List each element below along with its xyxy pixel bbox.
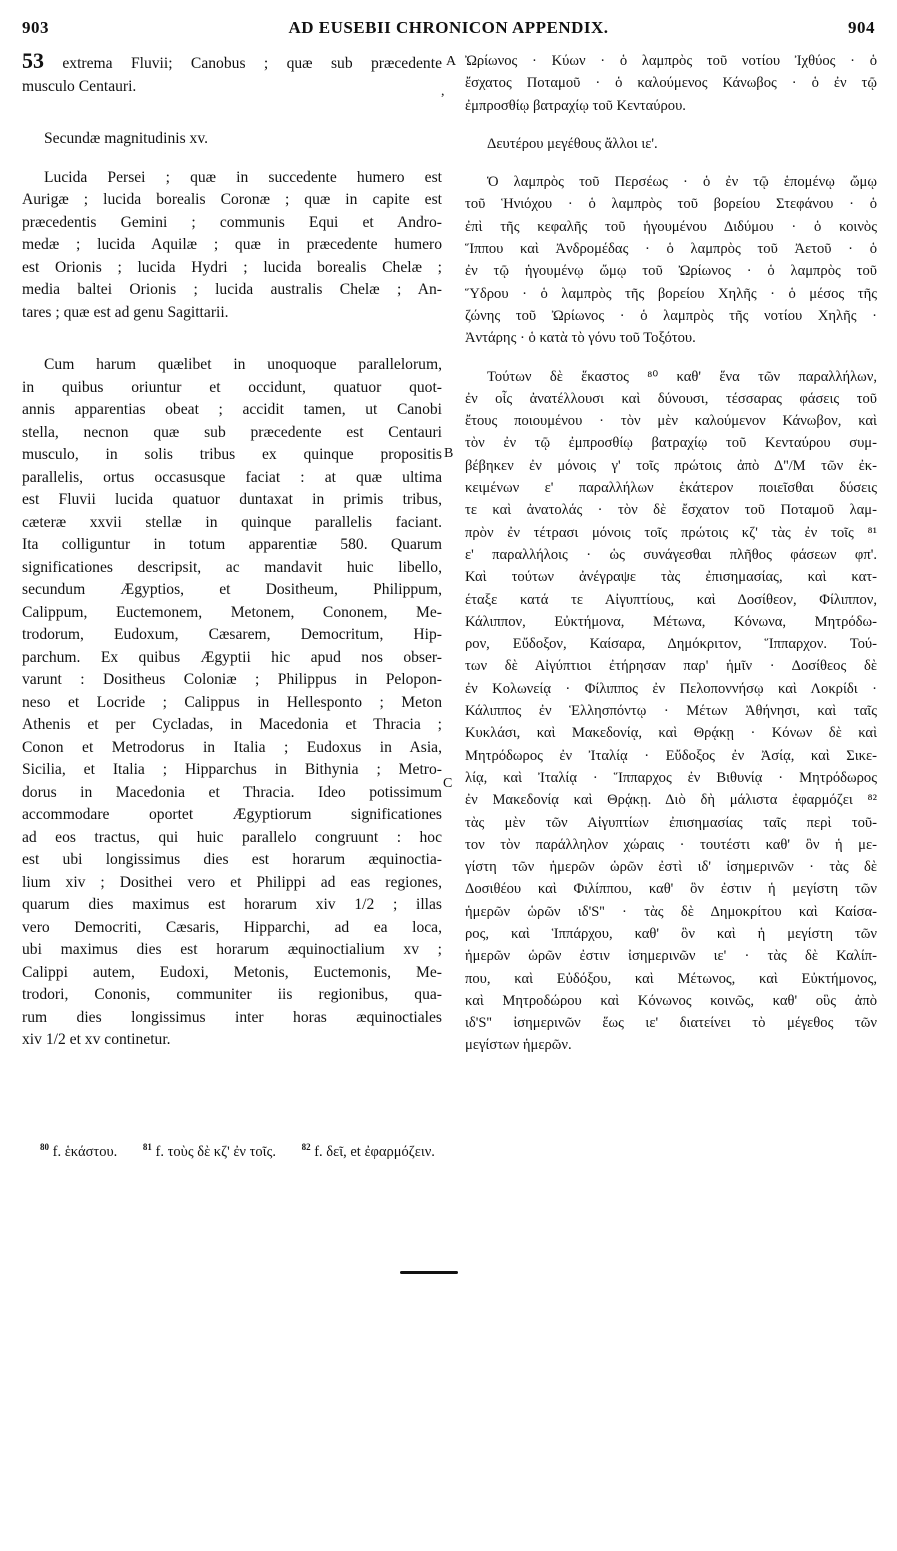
latin-paragraph-1: 53 extrema Fluvii; Canobus ; quæ sub præcedente musculo Centauri. bbox=[22, 50, 442, 95]
text-line: xiv 1/2 et xv continetur. bbox=[22, 1031, 171, 1048]
text-line: ἡμερῶν ὡρῶν ἐστιν ἰσημερινῶν ιε' · τὰς δὲ Καλίπ- bbox=[465, 948, 877, 965]
text-line: ἐμπροσθίῳ βατραχίῳ τοῦ Κενταύρου. bbox=[465, 97, 686, 114]
margin-comma: , bbox=[441, 84, 445, 99]
text-line: trodorum, Eudoxum, Cæsarem, Democritum, Hip- bbox=[22, 626, 442, 643]
text-line: medæ ; lucida Aquilæ ; quæ in præcedente humero bbox=[22, 236, 442, 253]
text-line: est Orionis ; lucida Hydri ; lucida borealis Chelæ ; bbox=[22, 258, 442, 276]
text-line: tares ; quæ est ad genu Sagittarii. bbox=[22, 303, 229, 321]
text-line: neso et Locride ; Calippus in Hellesponto ; Meton bbox=[22, 693, 442, 711]
text-line: præcedentis Gemini ; communis Equi et Andro- bbox=[22, 213, 442, 231]
text-line: πρὸν ἐν τέτρασι μόνοις τοῖς πρώτοις κζ' τὰς ἐν τοῖς ⁸¹ bbox=[465, 524, 877, 541]
text-line: lium xiv ; Dosithei vero et Philippi ad eas regiones, bbox=[22, 873, 442, 891]
section-number: 53 bbox=[22, 50, 44, 73]
text-line: Ἵππου καὶ Ἀνδρομέδας · ὁ λαμπρὸς τοῦ Ἀετοῦ · ὁ bbox=[465, 241, 877, 258]
text-line: που, καὶ Εὐδόξου, καὶ Μέτωνος, καὶ Εὐκτήμονος, bbox=[465, 970, 877, 987]
text-line: dorus in Macedonia et Thracia. Ideo potissimum bbox=[22, 783, 442, 801]
footnote-80: $^{80}$ f. ἑκάστου. bbox=[40, 1142, 118, 1160]
text-line: significationes descripsit, ac mandavit huic libello, bbox=[22, 558, 442, 576]
footnote-81: $^{81}$ f. τοὺς δὲ κζ' ἐν τοῖς. bbox=[142, 1142, 276, 1160]
text-line: in quibus oriuntur et occidunt, quatuor quot- bbox=[22, 378, 442, 396]
text-line: Cum harum quælibet in unoquoque parallelorum, bbox=[44, 356, 442, 373]
text-line: accommodare oportet Ægyptiorum significationes bbox=[22, 806, 442, 823]
running-title: AD EUSEBII CHRONICON APPENDIX. bbox=[288, 18, 609, 37]
text-line: μεγίστων ἡμερῶν. bbox=[465, 1037, 572, 1054]
text-line: λίᾳ, καὶ Ἰταλίᾳ · Ἵππαρχος ἐν Βιθυνίᾳ · Μητρόδωρος bbox=[465, 769, 877, 786]
text-line: quarum dies maximus est horarum xiv 1/2 ; illas bbox=[22, 896, 442, 913]
text-line: Ἀντάρης · ὁ κατὰ τὸ γόνυ τοῦ Τοξότου. bbox=[465, 330, 696, 347]
text-line: secundum Ægyptios, et Dositheum, Philippum, bbox=[22, 581, 442, 598]
text-line: ad eos tractus, qui huic parallelo congruunt : hoc bbox=[22, 828, 442, 846]
text-line: varunt : Dositheus Coloniæ ; Philippus in Pelopon- bbox=[22, 671, 442, 688]
text-line: καὶ Μητροδώρου καὶ Κόνωνος κοινῶς, καθ' οὓς ἀπὸ bbox=[465, 992, 877, 1009]
text-line: τοῦ Ἡνιόχου · ὁ λαμπρὸς τοῦ βορείου Στεφάνου · ὁ bbox=[465, 196, 877, 213]
text-line: ubi maximus dies est horarum æquinoctialium xv ; bbox=[22, 941, 442, 958]
text-line: Sicilia, et Italia ; Hipparchus in Bithynia ; Metro- bbox=[22, 761, 442, 778]
text-line: ἐν τῷ ἡγουμένῳ ὤμῳ τοῦ Ὠρίωνος · ὁ λαμπρὸς τοῦ bbox=[465, 263, 877, 280]
text-line: ἡμερῶν ὡρῶν ιδ'S'' · τὰς δὲ Δημοκρίτου καὶ Καίσα- bbox=[465, 903, 877, 920]
text-line: ἐπὶ τῆς κεφαλῆς τοῦ ἡγουμένου Διδύμου · ὁ κοινὸς bbox=[465, 218, 877, 235]
text-line: Τούτων δὲ ἕκαστος ⁸⁰ καθ' ἕνα τῶν παραλλήλων, bbox=[487, 368, 877, 385]
latin-paragraph-3 bbox=[22, 354, 442, 1052]
text-line: parchum. Ex quibus Ægyptii hic apud nos obser- bbox=[22, 648, 442, 666]
text-line: των δὲ Αἰγύπτιοι ἐτήρησαν παρ' ἡμῖν · Δοσίθεος δὲ bbox=[465, 658, 877, 675]
text-line: ἐν Μακεδονίᾳ καὶ Θρᾴκῃ. Διὸ δὴ μάλιστα ἐφαρμόζει ⁸² bbox=[465, 792, 877, 809]
text-line: Κάλιππον, Εὐκτήμονα, Μέτωνα, Κόνωνα, Μητρόδω- bbox=[465, 613, 877, 630]
footnote-82: $^{82}$ f. δεῖ, et ἐφαρμόζειν. bbox=[301, 1142, 435, 1160]
text-line: ιδ'S'' ἰσημερινῶν ἕως ιε' διατείνει τὸ μέγεθος τῶν bbox=[465, 1015, 877, 1032]
text-line: Καὶ τούτων ἀνέγραψε τὰς ἐπισημασίας, καὶ κατ- bbox=[465, 569, 877, 586]
end-ornament-rule bbox=[400, 1271, 458, 1274]
text-line: ἔσχατος Ποταμοῦ · ὁ καλούμενος Κάνωβος · ὁ ἐν τῷ bbox=[465, 75, 877, 92]
text-line: Κάλιππος ἐν Ἑλλησπόντῳ · Μέτων Ἀθήνησι, καὶ ταῖς bbox=[465, 703, 877, 720]
text-line: ρον, Εὔδοξον, Καίσαρα, Δημόκριτον, Ἵππαρχον. Τού- bbox=[465, 636, 877, 653]
margin-marker-c: C bbox=[443, 776, 453, 791]
footnotes bbox=[40, 1142, 880, 1161]
text-line: βέβηκεν ἐν μόνοις γ' τοῖς πρώτοις ἀπὸ Δ''/Μ τῶν ἐκ- bbox=[465, 457, 877, 474]
text-line: parallelis, ortus occasusque faciat : at quæ ultima bbox=[22, 468, 442, 486]
text-line: Calippum, Euctemonem, Metonem, Cononem, Me- bbox=[22, 603, 442, 621]
text-line: τον τὸν παράλληλον χώραις · τουτέστι καθ' ὃν ἡ με- bbox=[465, 836, 877, 853]
text-line: musculo, in solis tribus ex quinque propositis bbox=[22, 446, 442, 463]
text-line: έταξε κατά τε Αἰγυπτίους, καὶ Δοσίθεον, Φίλιππον, bbox=[465, 591, 877, 608]
text-line: vero Democriti, Cæsaris, Hipparchi, ad ea loca, bbox=[22, 918, 442, 936]
text-line: stella, necnon quæ sub præcedente est Centauri bbox=[22, 423, 442, 441]
greek-paragraph-2 bbox=[465, 171, 877, 349]
right-page-number: 904 bbox=[848, 18, 875, 37]
text-line: γίστη τῶν ἡμερῶν ὡρῶν ἐστὶ ιδ' ἰσημερινῶν · τὰς δὲ bbox=[465, 859, 877, 876]
text-line: Κυκλάσι, καὶ Μακεδονίᾳ, καὶ Θρᾴκῃ · Κόνων δὲ καὶ bbox=[465, 725, 877, 742]
greek-paragraph-1 bbox=[465, 50, 877, 117]
text-line: rum dies longissimus inter horas æquinoctiales bbox=[22, 1008, 442, 1026]
margin-marker-b: B bbox=[444, 446, 454, 461]
text-line: τὸν ἐν τῷ ἐμπροσθίῳ βατραχίῳ τοῦ Κενταύρου συμ- bbox=[465, 435, 877, 452]
latin-paragraph-2 bbox=[22, 167, 442, 325]
text-line: Ὠρίωνος · Κύων · ὁ λαμπρὸς τοῦ νοτίου Ἰχθύος · ὁ bbox=[465, 53, 877, 69]
text-line: ζώνης τοῦ Ὠρίωνος · ὁ λαμπρὸς τῆς νοτίου Χηλῆς · bbox=[465, 307, 877, 324]
text-line: Calippi autem, Eudoxi, Metonis, Euctemonis, Me- bbox=[22, 963, 442, 981]
text-line: ε' παραλλήλοις · ὡς συνάγεσθαι πλῆθος φάσεων φπ'. bbox=[465, 546, 877, 563]
text-line: τὰς μὲν τῶν Αἰγυπτίων ἐπισημασίας ταῖς περὶ τοῦ- bbox=[465, 814, 877, 831]
text-line: Aurigæ ; lucida borealis Coronæ ; quæ in capite est bbox=[22, 191, 442, 208]
text-line: trodori, Cononis, communiter iis regionibus, qua- bbox=[22, 986, 442, 1003]
margin-marker-a: A bbox=[446, 54, 457, 69]
greek-paragraph-3 bbox=[465, 366, 877, 1057]
latin-heading: Secundæ magnitudinis xv. bbox=[44, 130, 209, 147]
text-line: Ὕδρου · ὁ λαμπρὸς τῆς βορείου Χηλῆς · ὁ μέσος τῆς bbox=[465, 285, 877, 302]
latin-column bbox=[22, 50, 442, 1052]
text-line: κειμένων ε' παραλλήλων ἑκάτερον ποιεῖσθαι δύσεις bbox=[465, 480, 877, 497]
greek-column bbox=[465, 50, 877, 1057]
text-line: Ὁ λαμπρὸς τοῦ Περσέως · ὁ ἐν τῷ ἑπομένῳ ὤμῳ bbox=[487, 174, 877, 191]
greek-heading: Δευτέρου μεγέθους ἄλλοι ιε'. bbox=[487, 135, 658, 152]
text-line: ἐν Κολωνείᾳ · Φίλιππος ἐν Πελοποννήσῳ καὶ Λοκρίδι · bbox=[465, 680, 877, 697]
text-line: ρος, καὶ Ἱππάρχου, καθ' ὃν καὶ ἡ μεγίστη τῶν bbox=[465, 925, 877, 942]
text-line: Athenis et per Cycladas, in Macedonia et Thracia ; bbox=[22, 716, 442, 733]
text-line: Ita colliguntur in totum apparentiæ 580. Quarum bbox=[22, 536, 442, 553]
text-line: ἔτους ποιουμένου · τὸν μὲν καλούμενον Κάνωβον, καὶ bbox=[465, 413, 877, 430]
text-line: Δοσιθέου καὶ Φιλίππου, καθ' ὃν ἐστιν ἡ μεγίστη τῶν bbox=[465, 881, 877, 898]
text-line: Conon et Metrodorus in Italia ; Eudoxus in Asia, bbox=[22, 738, 442, 756]
left-page-number: 903 bbox=[22, 18, 49, 37]
text-line: τε καὶ ἀνατολάς · τὸν δὲ ἔσχατον τοῦ Ποταμοῦ λαμ- bbox=[465, 502, 877, 519]
text-line: est ubi longissimus dies est horarum æquinoctia- bbox=[22, 851, 442, 868]
text-line: Lucida Persei ; quæ in succedente humero est bbox=[44, 168, 442, 186]
text-line: ἐν οἷς ἀνατέλλουσι καὶ δύνουσι, τέσσαρας φάσεις τοῦ bbox=[465, 390, 877, 407]
running-header bbox=[22, 18, 875, 42]
text-line: est Fluvii lucida quatuor duntaxat in primis tribus, bbox=[22, 491, 442, 508]
text-line: cæteræ xxvii stellæ in quinque parallelis faciant. bbox=[22, 513, 442, 531]
text-line: media baltei Orionis ; lucida australis Chelæ ; An- bbox=[22, 281, 442, 298]
text-line: Μητρόδωρος ἐν Ἰταλίᾳ · Εὔδοξος ἐν Ἀσίᾳ, καὶ Σικε- bbox=[465, 747, 877, 764]
text-line: annis apparentias obeat ; accidit tamen, ut Canobi bbox=[22, 401, 442, 418]
